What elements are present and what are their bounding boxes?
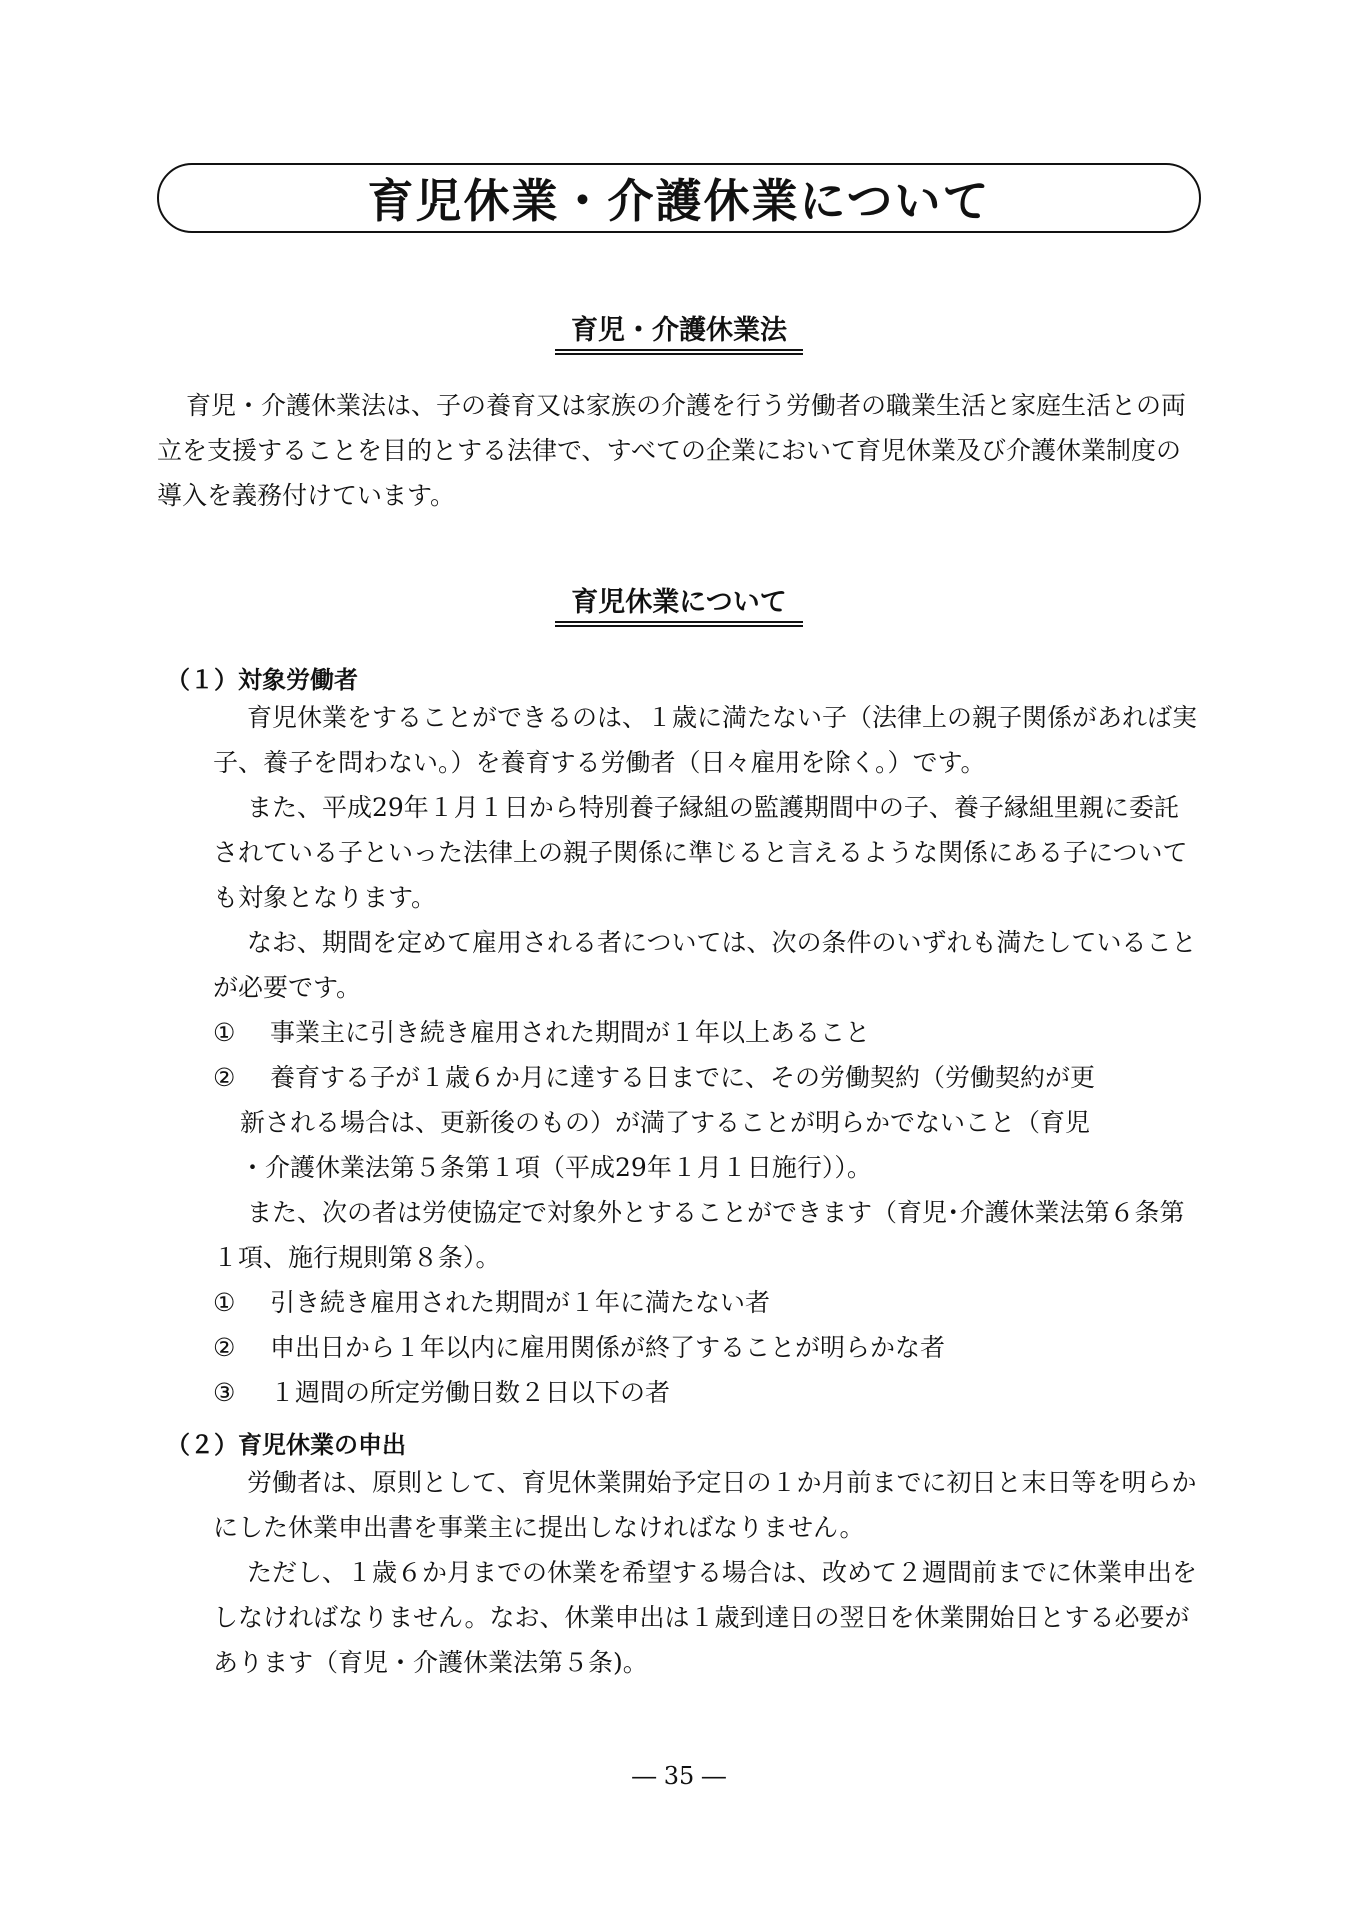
- paragraph-extension: ただし、１歳６か月までの休業を希望する場合は、改めて２週間前までに休業申出をしなければなりません。なお、休業申出は１歳到達日の翌日を休業開始日とする必要があります（育児・介護休業法第５条)。: [213, 1558, 1198, 1677]
- exclusion-1-text: 引き続き雇用された期間が１年に満たない者: [270, 1288, 771, 1317]
- exclusion-3-mark: ③: [213, 1378, 236, 1407]
- section-heading-law-text: 育児・介護休業法: [555, 308, 803, 351]
- exclusion-3-text: １週間の所定労働日数２日以下の者: [270, 1378, 671, 1407]
- paragraph-eligibility: 育児休業をすることができるのは、１歳に満たない子（法律上の親子関係があれば実子、養子を問わない。）を養育する労働者（日々雇用を除く。）です。: [213, 703, 1198, 777]
- exclusion-2-text: 申出日から１年以内に雇用関係が終了することが明らかな者: [270, 1333, 946, 1362]
- paragraph-special-adoption: また、平成29年１月１日から特別養子縁組の監護期間中の子、養子縁組里親に委託されている子といった法律上の親子関係に準じると言えるような関係にある子についても対象となります。: [213, 793, 1188, 912]
- section-heading-law: [0, 308, 1358, 351]
- section-heading-childcare-text: 育児休業について: [555, 580, 802, 623]
- condition-2-text-line2: 新される場合は、更新後のもの）が満了することが明らかでないこと（育児: [240, 1108, 1091, 1137]
- exclusion-2: [213, 1325, 1203, 1370]
- title-box: [157, 163, 1201, 233]
- condition-1-text: 事業主に引き続き雇用された期間が１年以上あること: [270, 1018, 871, 1047]
- paragraph-labor-agreement: また、次の者は労使協定で対象外とすることができます（育児･介護休業法第６条第１項、施行規則第８条）。: [213, 1198, 1185, 1272]
- paragraph-fixed-term: なお、期間を定めて雇用される者については、次の条件のいずれも満たしていることが必要です。: [213, 928, 1197, 1002]
- section-heading-childcare: [0, 580, 1358, 623]
- exclusion-3: [213, 1370, 1203, 1415]
- condition-2: [213, 1055, 1203, 1100]
- intro-paragraph: 育児・介護休業法は、子の養育又は家族の介護を行う労働者の職業生活と家庭生活との両立を支援することを目的とする法律で、すべての企業において育児休業及び介護休業制度の導入を義務付けています。: [157, 391, 1187, 510]
- condition-1-mark: ①: [213, 1018, 236, 1047]
- subheading-application: （２）育児休業の申出: [166, 1431, 406, 1459]
- paragraph-application-deadline: 労働者は、原則として、育児休業開始予定日の１か月前までに初日と末日等を明らかにした休業申出書を事業主に提出しなければなりません。: [213, 1468, 1197, 1542]
- exclusion-1: [213, 1280, 1203, 1325]
- condition-2-mark: ②: [213, 1063, 236, 1092]
- condition-1: [213, 1010, 1203, 1055]
- page-title: 育児休業・介護休業について: [367, 174, 991, 228]
- exclusion-2-mark: ②: [213, 1333, 236, 1362]
- exclusion-1-mark: ①: [213, 1288, 236, 1317]
- subheading-eligible-workers: （１）対象労働者: [166, 666, 358, 694]
- condition-2-text-line1: 養育する子が１歳６か月に達する日までに、その労働契約（労働契約が更: [270, 1063, 1096, 1092]
- condition-2-text-line3: ・介護休業法第５条第１項（平成29年１月１日施行））。: [240, 1153, 872, 1182]
- page-number: ― 35 ―: [632, 1762, 726, 1790]
